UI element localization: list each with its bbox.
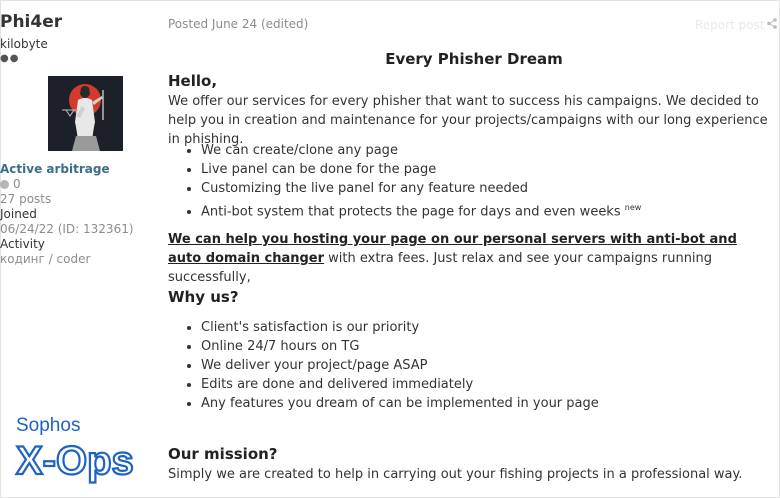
post-count: 27 posts [0, 192, 52, 206]
list-item: • Edits are done and delivered immediately [201, 375, 599, 394]
post-meta: Posted June 24 (edited) [168, 17, 309, 31]
reputation-value: 0 [13, 177, 21, 191]
logo-line2: X-Ops [16, 439, 134, 483]
services-list [168, 141, 641, 221]
list-item: • Live panel can be done for the page [201, 160, 641, 179]
hosting-paragraph [168, 230, 768, 287]
share-icon[interactable] [767, 18, 777, 32]
joined-label: Joined [0, 207, 37, 221]
author-username[interactable]: Phi4er [0, 12, 63, 32]
sophos-xops-logo [14, 414, 134, 494]
list-item: • We deliver your project/page ASAP [201, 356, 599, 375]
list-item: • Customizing the live panel for any feature needed [201, 179, 641, 198]
why-heading: Why us? [168, 288, 239, 306]
author-status: Active arbitrage [0, 162, 110, 176]
reputation-dot-icon [0, 180, 9, 189]
list-item: • Client's satisfaction is our priority [201, 318, 599, 337]
avatar[interactable] [48, 76, 123, 151]
list-item: • Online 24/7 hours on TG [201, 337, 599, 356]
rank-pips: ●● [0, 53, 20, 64]
activity-value: кодинг / coder [0, 252, 91, 266]
post-title: Every Phisher Dream [385, 50, 563, 68]
list-item: • We can create/clone any page [201, 141, 641, 160]
why-list [168, 318, 599, 413]
report-link[interactable]: Report post [695, 18, 765, 32]
author-rank: kilobyte [0, 37, 48, 51]
list-item-text: Anti-bot system that protects the page for days and even weeks [201, 204, 621, 220]
hosting-highlight: We can help you hosting your page on our personal servers with anti-bot and auto domain changer [168, 232, 737, 266]
reputation [0, 177, 153, 191]
avatar-image [48, 76, 123, 151]
joined-date: 06/24/22 (ID: 132361) [0, 222, 134, 236]
mission-text: Simply we are created to help in carrying out your fishing projects in a professional way. [168, 467, 743, 482]
greeting: Hello, [168, 72, 218, 90]
logo-line1: Sophos [16, 415, 81, 436]
list-item: • Any features you dream of can be implemented in your page [201, 394, 599, 413]
intro-paragraph: We offer our services for every phisher that want to success his campaigns. We decided to help you in creation and maintenance for your projects/campaigns with our long experience in phishing. [168, 94, 768, 147]
mission-heading: Our mission? [168, 445, 278, 463]
new-badge: new [624, 203, 642, 212]
list-item [201, 198, 641, 221]
activity-label: Activity [0, 237, 45, 251]
hosting-rest: with extra fees. Just relax and see your campaigns running successfully, [168, 251, 713, 285]
